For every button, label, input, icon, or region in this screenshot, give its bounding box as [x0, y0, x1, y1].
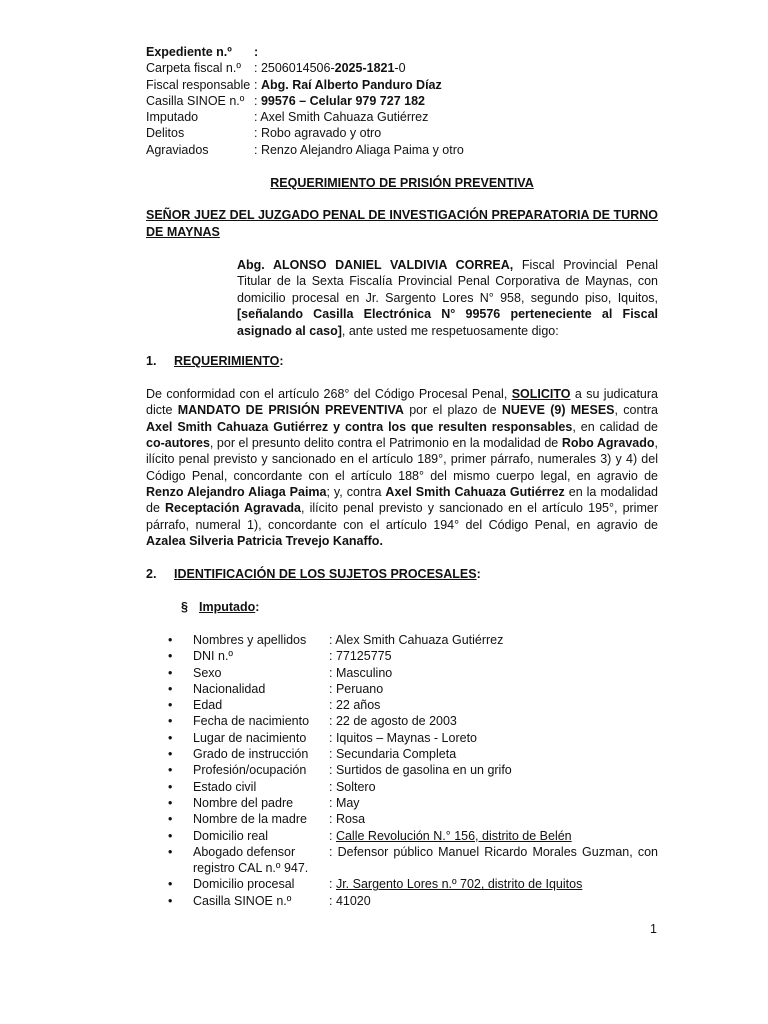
detail-value-prefix: :	[329, 828, 336, 843]
paragraph-run: Axel Smith Cahuaza Gutiérrez y contra los que resulten responsables	[146, 419, 573, 434]
header-value: : Robo agravado y otro	[254, 126, 382, 141]
section-heading-identificacion	[146, 567, 481, 581]
section-number: 2.	[146, 567, 157, 581]
bullet-icon: •	[168, 844, 173, 859]
detail-value: : Iquitos – Maynas - Loreto	[329, 730, 477, 745]
detail-row	[168, 779, 658, 795]
detail-row	[168, 665, 658, 681]
header-row-casilla	[146, 93, 464, 109]
detail-row	[168, 795, 658, 811]
detail-value: : 22 años	[329, 698, 381, 713]
paragraph-run: a su judicatura dicte	[146, 387, 658, 418]
paragraph-run: por el plazo de	[403, 403, 502, 418]
detail-row	[168, 828, 658, 844]
header-value-bold: Abg. Raí Alberto Panduro Díaz	[260, 77, 442, 92]
detail-row	[168, 697, 658, 713]
detail-value: : Rosa	[329, 812, 366, 827]
case-header	[146, 44, 464, 158]
header-label: Delitos	[146, 126, 185, 141]
header-label: Imputado	[146, 110, 199, 125]
intro-paragraph	[237, 257, 658, 339]
intro-closing: , ante usted me respetuosamente digo:	[341, 323, 559, 338]
detail-row	[168, 893, 658, 909]
detail-label: Edad	[193, 698, 223, 713]
header-value: :	[254, 45, 259, 59]
detail-row	[168, 730, 658, 746]
page-number: 1	[650, 922, 657, 936]
bullet-icon: •	[168, 893, 173, 908]
paragraph-run: , contra	[614, 403, 659, 418]
header-value-post: -0	[394, 61, 406, 76]
bullet-icon: •	[168, 795, 173, 810]
intro-text: Fiscal Provincial Penal Titular de la Sexta Fiscalía Provincial Penal Corporativa de Maynas, con domicilio procesal en Jr. Sargento Lores N° 958, segundo piso, Iquitos,	[237, 258, 659, 305]
detail-label: Estado civil	[193, 779, 257, 794]
header-value-bold: 99576 – Celular 979 727 182	[260, 93, 425, 108]
subsection-colon: :	[255, 600, 260, 614]
header-row-delitos	[146, 125, 464, 141]
bullet-icon: •	[168, 665, 173, 680]
imputado-details-list	[168, 632, 658, 909]
header-value-pre: : 2506014506-	[254, 61, 335, 76]
paragraph-run: ; y, contra	[326, 485, 386, 500]
header-row-carpeta	[146, 60, 464, 76]
section-heading-requerimiento	[146, 354, 284, 368]
detail-label: Fecha de nacimiento	[193, 714, 310, 729]
header-value-pre: :	[254, 93, 261, 108]
section-colon: :	[279, 354, 284, 368]
paragraph-run: co-autores	[146, 436, 210, 451]
detail-label: Profesión/ocupación	[193, 763, 307, 778]
detail-row	[168, 876, 658, 892]
bullet-icon: •	[168, 698, 173, 713]
header-row-agraviados	[146, 142, 464, 158]
detail-label: Nacionalidad	[193, 681, 266, 696]
paragraph-run: , ilícito penal previsto y sancionado en el artículo 195°, primer párrafo, numeral 1), concordante con el artículo 194° del Código Penal, en agravio de	[146, 501, 658, 532]
bullet-icon: •	[168, 633, 173, 647]
bullet-icon: •	[168, 649, 173, 664]
bullet-icon: •	[168, 877, 173, 892]
section-symbol: §	[181, 600, 188, 614]
detail-row	[168, 844, 658, 877]
section-colon: :	[476, 567, 481, 581]
header-label: Carpeta fiscal n.º	[146, 61, 241, 76]
detail-label: DNI n.º	[193, 649, 233, 664]
addressee: SEÑOR JUEZ DEL JUZGADO PENAL DE INVESTIGACIÓN PREPARATORIA DE TURNO DE MAYNAS	[146, 208, 658, 239]
paragraph-run: Receptación Agravada	[165, 501, 301, 516]
detail-row	[168, 681, 658, 697]
header-value: : Axel Smith Cahuaza Gutiérrez	[254, 110, 429, 125]
bullet-icon: •	[168, 763, 173, 778]
detail-label: Nombres y apellidos	[193, 633, 307, 647]
section-number: 1.	[146, 354, 157, 368]
detail-value: Calle Revolución N.° 156, distrito de Belén	[335, 828, 572, 843]
paragraph-run: Robo Agravado	[561, 436, 655, 451]
paragraph-run: NUEVE (9) MESES	[501, 403, 615, 418]
paragraph-run: Renzo Alejandro Aliaga Paima	[146, 485, 327, 500]
detail-label: Domicilio real	[193, 828, 269, 843]
detail-value: : Secundaria Completa	[329, 747, 457, 762]
paragraph-run: , por el presunto delito contra el Patrimonio en la modalidad de	[209, 436, 562, 451]
paragraph-run: MANDATO DE PRISIÓN PREVENTIVA	[177, 403, 404, 418]
detail-value: : 41020	[329, 893, 371, 908]
bullet-icon: •	[168, 681, 173, 696]
detail-label: Nombre del padre	[193, 795, 294, 810]
bullet-icon: •	[168, 730, 173, 745]
header-label: Expediente n.º	[146, 45, 232, 59]
detail-value: : Alex Smith Cahuaza Gutiérrez	[329, 633, 504, 647]
intro-casilla: [señalando Casilla Electrónica N° 99576 perteneciente al Fiscal asignado al caso]	[237, 307, 658, 338]
detail-row	[168, 648, 658, 664]
requerimiento-paragraph	[146, 386, 658, 549]
detail-label: Abogado defensor	[193, 844, 296, 859]
header-row-imputado	[146, 109, 464, 125]
detail-label: Casilla SINOE n.º	[193, 893, 292, 908]
detail-value: : 22 de agosto de 2003	[329, 714, 457, 729]
detail-value: : Peruano	[329, 681, 384, 696]
paragraph-run: Azalea Silveria Patricia Trevejo Kanaffo.	[146, 534, 383, 549]
header-value-bold: 2025-1821	[334, 61, 395, 76]
bullet-icon: •	[168, 714, 173, 729]
header-row-fiscal	[146, 77, 464, 93]
paragraph-run: Axel Smith Cahuaza Gutiérrez	[385, 485, 565, 500]
detail-row	[168, 632, 658, 648]
detail-row	[168, 713, 658, 729]
detail-label: Grado de instrucción	[193, 747, 309, 762]
detail-label: Domicilio procesal	[193, 877, 295, 892]
detail-value-prefix: :	[329, 877, 336, 892]
detail-value: : Masculino	[329, 665, 393, 680]
prosecutor-name: Abg. ALONSO DANIEL VALDIVIA CORREA,	[237, 258, 514, 272]
bullet-icon: •	[168, 779, 173, 794]
section-label: IDENTIFICACIÓN DE LOS SUJETOS PROCESALES	[174, 567, 477, 581]
header-label: Agraviados	[146, 142, 209, 157]
detail-value: : May	[329, 795, 360, 810]
document-title: REQUERIMIENTO DE PRISIÓN PREVENTIVA	[270, 176, 534, 190]
header-label: Casilla SINOE n.º	[146, 93, 245, 108]
paragraph-run: en la modalidad de	[146, 485, 658, 516]
header-value-pre: :	[254, 77, 261, 92]
bullet-icon: •	[168, 828, 173, 843]
paragraph-run: , en calidad de	[572, 419, 658, 434]
subsection-label: Imputado	[199, 600, 256, 614]
detail-label: Lugar de nacimiento	[193, 730, 307, 745]
detail-value: : Soltero	[329, 779, 376, 794]
bullet-icon: •	[168, 747, 173, 762]
subsection-heading-imputado	[181, 600, 259, 614]
detail-label: Nombre de la madre	[193, 812, 307, 827]
section-label: REQUERIMIENTO	[174, 354, 280, 368]
paragraph-run: , ilícito penal previsto y sancionado en el artículo 189°, primer párrafo, numerales 3) y 4) del Código Penal, concordante con el artículo 188° del mismo cuerpo legal, en agravio de	[146, 436, 658, 483]
bullet-icon: •	[168, 812, 173, 827]
detail-value: Jr. Sargento Lores n.º 702, distrito de Iquitos	[335, 877, 583, 892]
detail-value: : Defensor público Manuel Ricardo Morales Guzman, con registro CAL n.º 947.	[193, 844, 658, 876]
detail-row	[168, 746, 658, 762]
header-row-expediente	[146, 44, 464, 60]
detail-value: : Surtidos de gasolina en un grifo	[329, 763, 512, 778]
detail-label: Sexo	[193, 665, 222, 680]
detail-row	[168, 811, 658, 827]
header-label: Fiscal responsable	[146, 77, 251, 92]
header-value: : Renzo Alejandro Aliaga Paima y otro	[254, 142, 464, 157]
detail-value: : 77125775	[329, 649, 392, 664]
paragraph-run: De conformidad con el artículo 268° del Código Procesal Penal,	[146, 387, 512, 401]
paragraph-run: SOLICITO	[511, 387, 571, 401]
detail-row	[168, 762, 658, 778]
